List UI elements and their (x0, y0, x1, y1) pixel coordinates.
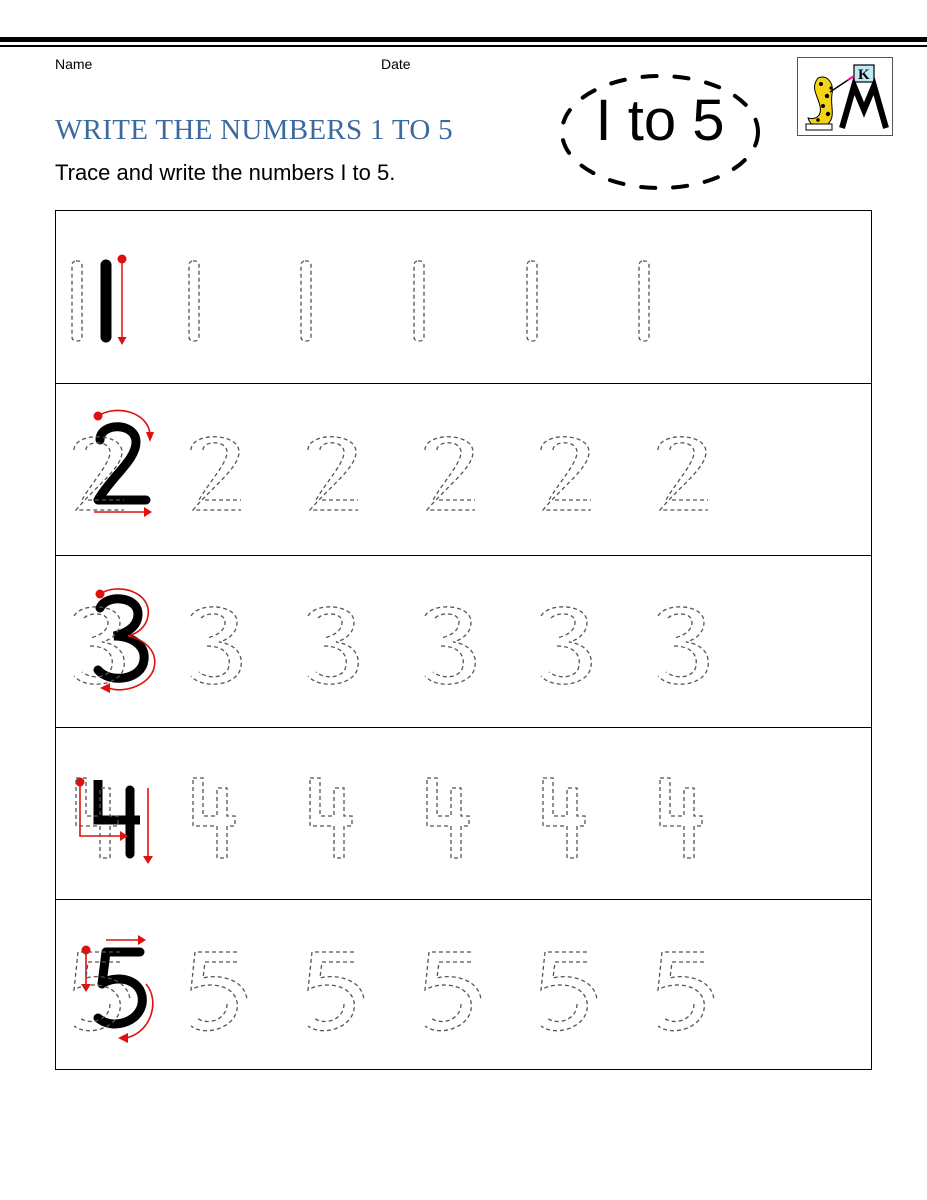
tracing-grid (55, 210, 872, 1070)
row-digit-4 (56, 727, 871, 900)
logo-letter: K (858, 67, 870, 83)
trace-digits-1 (56, 211, 731, 383)
trace-digits-2 (56, 384, 731, 556)
trace-digits-5 (56, 900, 731, 1072)
title-badge (550, 60, 770, 200)
row-digit-1 (56, 211, 871, 383)
worksheet-instructions: Trace and write the numbers I to 5. (55, 160, 396, 185)
date-label: Date (381, 56, 411, 72)
logo (797, 57, 893, 136)
top-rule-thin (0, 45, 927, 47)
row-digit-2 (56, 383, 871, 556)
name-label: Name (55, 56, 93, 72)
row-digit-3 (56, 555, 871, 728)
trace-digits-3 (56, 556, 731, 728)
row-digit-5 (56, 899, 871, 1072)
math-salamander-logo-icon (798, 58, 892, 135)
top-rule (0, 37, 927, 42)
trace-digits-4 (56, 728, 731, 900)
badge-text: I to 5 (595, 88, 725, 153)
worksheet-title: WRITE THE NUMBERS 1 TO 5 (55, 114, 453, 146)
